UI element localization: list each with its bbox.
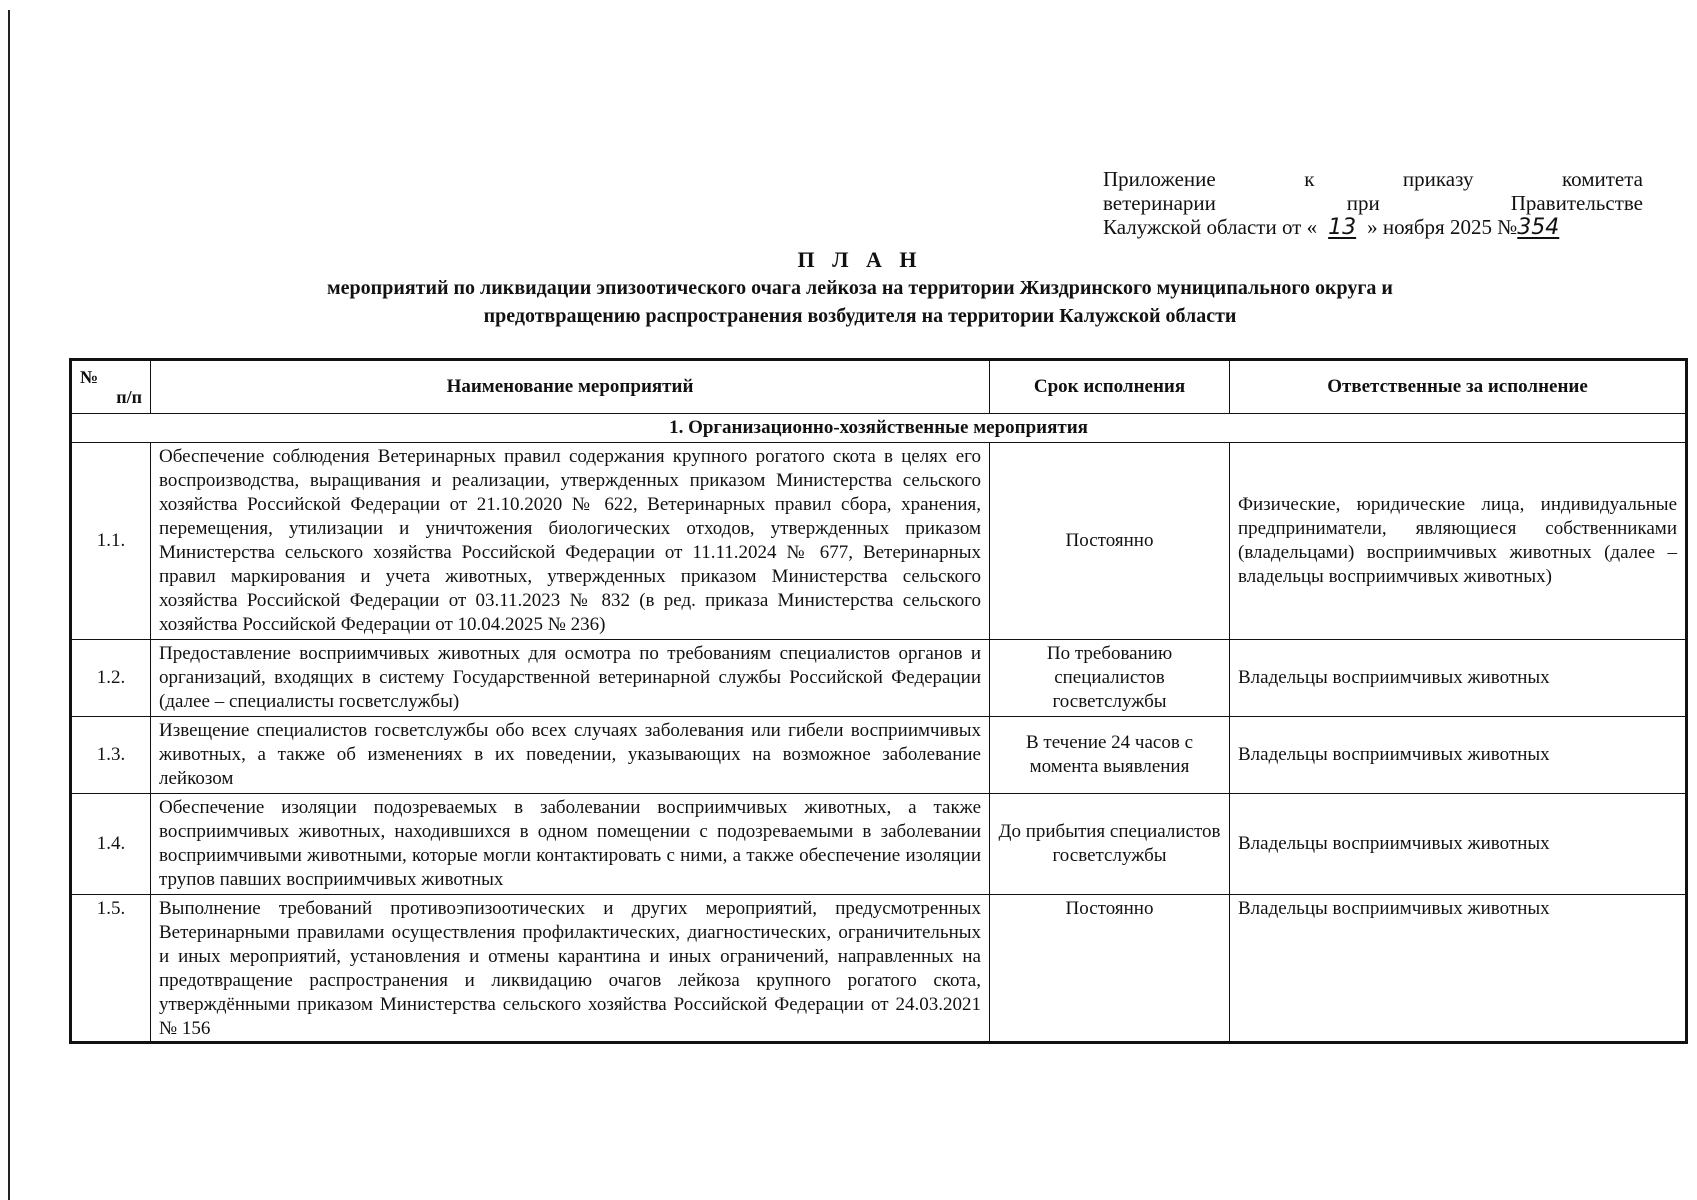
scan-edge-line bbox=[8, 10, 10, 1200]
appendix-word: приказу bbox=[1402, 167, 1474, 191]
deadline: До прибытия специалистов госветслужбы bbox=[990, 794, 1230, 895]
deadline: Постоянно bbox=[990, 895, 1230, 1043]
table-header-row bbox=[71, 360, 1687, 414]
header-responsible: Ответственные за исполнение bbox=[1230, 360, 1687, 414]
row-number: 1.5. bbox=[71, 895, 151, 1043]
header-activity-name: Наименование мероприятий bbox=[151, 360, 990, 414]
activity-name: Извещение специалистов госветслужбы обо всех случаях заболевания или гибели восприимчивых животных, а также об изменениях в их поведении, указывающих на возможное заболевание лейкозом bbox=[151, 717, 990, 794]
row-number: 1.1. bbox=[71, 443, 151, 640]
appendix-word: Правительстве bbox=[1510, 191, 1643, 215]
responsible: Владельцы восприимчивых животных bbox=[1230, 640, 1687, 717]
header-number-symbol: № bbox=[80, 367, 99, 387]
activity-name: Предоставление восприимчивых животных для осмотра по требованиям специалистов органов и организаций, входящих в систему Государственной ветеринарной службы Российской Федерации (далее – специалисты госветслужбы) bbox=[151, 640, 990, 717]
row-number: 1.3. bbox=[71, 717, 151, 794]
section-title: 1. Организационно-хозяйственные мероприятия bbox=[71, 414, 1687, 443]
table-row bbox=[71, 794, 1687, 895]
responsible: Физические, юридические лица, индивидуальные предприниматели, являющиеся собственниками (владельцами) восприимчивых животных (далее – владельцы восприимчивых животных) bbox=[1230, 443, 1687, 640]
appendix-line-2 bbox=[1103, 191, 1643, 215]
responsible: Владельцы восприимчивых животных bbox=[1230, 895, 1687, 1043]
table-row bbox=[71, 717, 1687, 794]
row-number: 1.4. bbox=[71, 794, 151, 895]
responsible: Владельцы восприимчивых животных bbox=[1230, 717, 1687, 794]
appendix-date-prefix: Калужской области от « bbox=[1103, 215, 1318, 239]
activity-name: Обеспечение соблюдения Ветеринарных правил содержания крупного рогатого скота в целях его воспроизводства, выращивания и реализации, утвержденных приказом Министерства сельского хозяйства Российской Федерации от 21.10.2020 № 622, Ветеринарных правил сбора, хранения, перемещения, утилизации и уничтожения биологических отходов, утвержденных приказом Министерства сельского хозяйства Российской Федерации от 11.11.2024 № 677, Ветеринарных правил маркирования и учета животных, утвержденных приказом Министерства сельского хозяйства Российской Федерации от 03.11.2023 № 832 (в ред. приказа Министерства сельского хозяйства Российской Федерации от 10.04.2025 № 236) bbox=[151, 443, 990, 640]
table-row bbox=[71, 640, 1687, 717]
table-row bbox=[71, 443, 1687, 640]
activity-name: Обеспечение изоляции подозреваемых в заболевании восприимчивых животных, а также восприимчивых животных, находившихся в одном помещении с подозреваемыми в заболевании восприимчивыми животными, которые могли контактировать с ними, а также обеспечение изоляции трупов павших восприимчивых животных bbox=[151, 794, 990, 895]
handwritten-day: 13 bbox=[1328, 215, 1357, 240]
deadline: По требованию специалистов госветслужбы bbox=[990, 640, 1230, 717]
plan-subtitle-line-2: предотвращению распространения возбудителя на территории Калужской области bbox=[483, 305, 1237, 327]
activity-name: Выполнение требований противоэпизоотических и других мероприятий, предусмотренных Ветеринарными правилами осуществления профилактических, диагностических, ограничительных и иных мероприятий, установления и отмены карантина и иных ограничений, направленных на предотвращение распространения и ликвидацию очагов лейкоза крупного рогатого скота, утверждёнными приказом Министерства сельского хозяйства Российской Федерации от 24.03.2021 № 156 bbox=[151, 895, 990, 1043]
handwritten-order-number: 354 bbox=[1517, 215, 1560, 240]
appendix-word: к bbox=[1304, 167, 1315, 191]
plan-title: П Л А Н bbox=[797, 247, 923, 272]
header-deadline: Срок исполнения bbox=[990, 360, 1230, 414]
appendix-header bbox=[1103, 167, 1643, 240]
appendix-word: комитета bbox=[1561, 167, 1643, 191]
plan-table bbox=[69, 358, 1688, 1044]
deadline: Постоянно bbox=[990, 443, 1230, 640]
header-number-abbr: п/п bbox=[116, 387, 142, 407]
appendix-word: при bbox=[1346, 191, 1380, 215]
plan-subtitle-line-1: мероприятий по ликвидации эпизоотического очага лейкоза на территории Жиздринского муниципального округа и bbox=[327, 277, 1393, 299]
appendix-line-3 bbox=[1103, 215, 1643, 240]
appendix-date-middle: » ноября 2025 № bbox=[1367, 215, 1518, 239]
appendix-word: Приложение bbox=[1103, 167, 1216, 191]
table-row bbox=[71, 895, 1687, 1043]
appendix-date-line bbox=[1103, 215, 1573, 240]
responsible: Владельцы восприимчивых животных bbox=[1230, 794, 1687, 895]
document-title bbox=[180, 246, 1540, 330]
row-number: 1.2. bbox=[71, 640, 151, 717]
header-number bbox=[71, 360, 151, 414]
appendix-line-1 bbox=[1103, 167, 1643, 191]
appendix-word: ветеринарии bbox=[1103, 191, 1216, 215]
section-row bbox=[71, 414, 1687, 443]
deadline: В течение 24 часов с момента выявления bbox=[990, 717, 1230, 794]
